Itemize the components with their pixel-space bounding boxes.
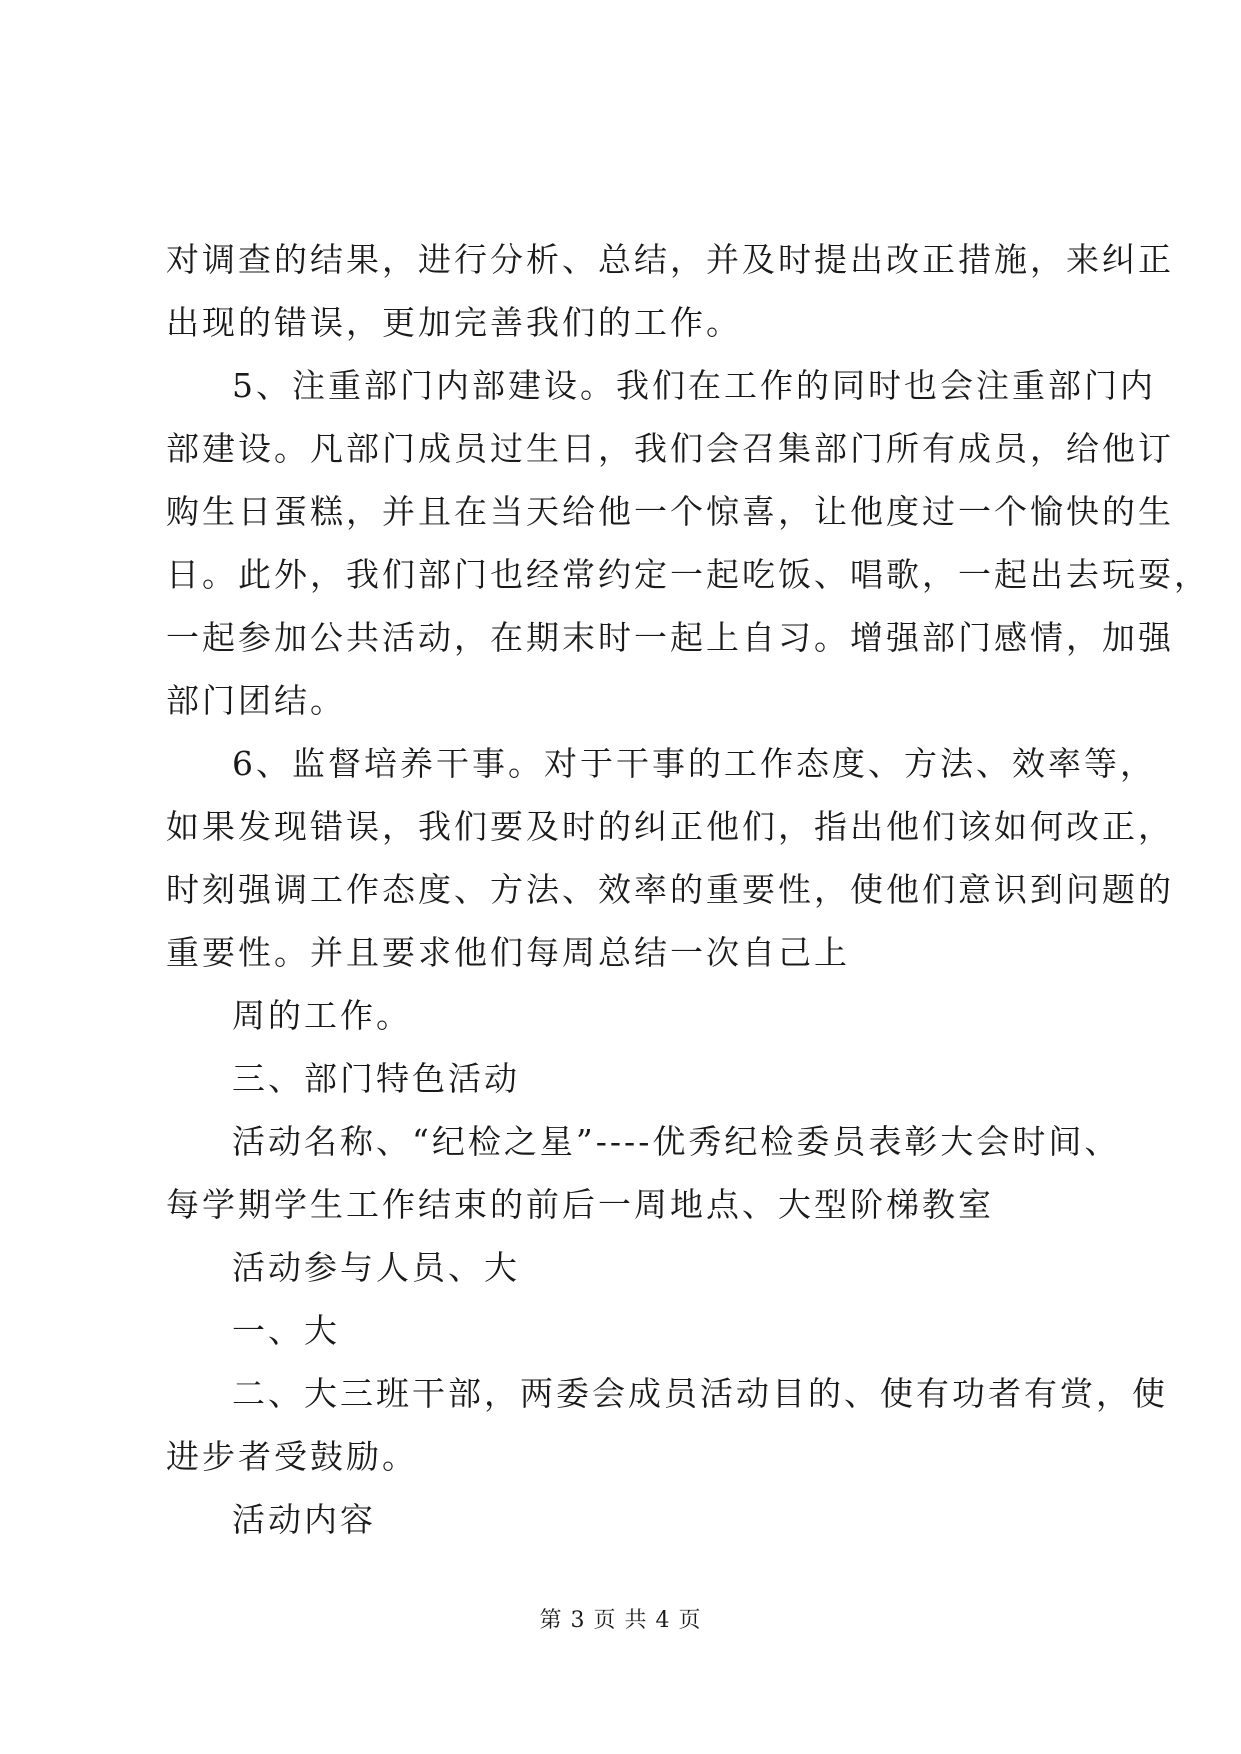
text-line: 周的工作。 [232,996,412,1035]
text-line: 如果发现错误，我们要及时的纠正他们，指出他们该如何改正， [166,807,1174,846]
text-line: 进步者受鼓励。 [166,1437,418,1476]
text-line: 活动参与人员、大 [232,1248,520,1287]
text-line: 二、大三班干部，两委会成员活动目的、使有功者有赏，使 [232,1374,1168,1413]
text-line: 一、大 [232,1311,340,1350]
text-line: 活动内容 [232,1500,376,1539]
text-line: 出现的错误，更加完善我们的工作。 [166,303,742,342]
text-line: 活动名称、“纪检之星”----优秀纪检委员表彰大会时间、 [232,1122,1121,1161]
text-line: 一起参加公共活动，在期末时一起上自习。增强部门感情，加强 [166,618,1174,657]
text-line: 部门团结。 [166,681,346,720]
text-line: 部建设。凡部门成员过生日，我们会召集部门所有成员，给他订 [166,429,1174,468]
text-line: 对调查的结果，进行分析、总结，并及时提出改正措施，来纠正 [166,240,1174,279]
section-heading: 三、部门特色活动 [232,1059,520,1098]
text-line: 日。此外，我们部门也经常约定一起吃饭、唱歌，一起出去玩耍， [166,555,1210,594]
text-line: 每学期学生工作结束的前后一周地点、大型阶梯教室 [166,1185,994,1224]
text-line: 6、监督培养干事。对于干事的工作态度、方法、效率等， [232,744,1156,783]
page-footer: 第 3 页 共 4 页 [539,1608,702,1633]
text-line: 重要性。并且要求他们每周总结一次自己上 [166,933,850,972]
body-text [166,228,1210,1551]
text-line: 购生日蛋糕，并且在当天给他一个惊喜，让他度过一个愉快的生 [166,492,1174,531]
text-line: 5、注重部门内部建设。我们在工作的同时也会注重部门内 [232,366,1156,405]
text-line: 时刻强调工作态度、方法、效率的重要性，使他们意识到问题的 [166,870,1174,909]
